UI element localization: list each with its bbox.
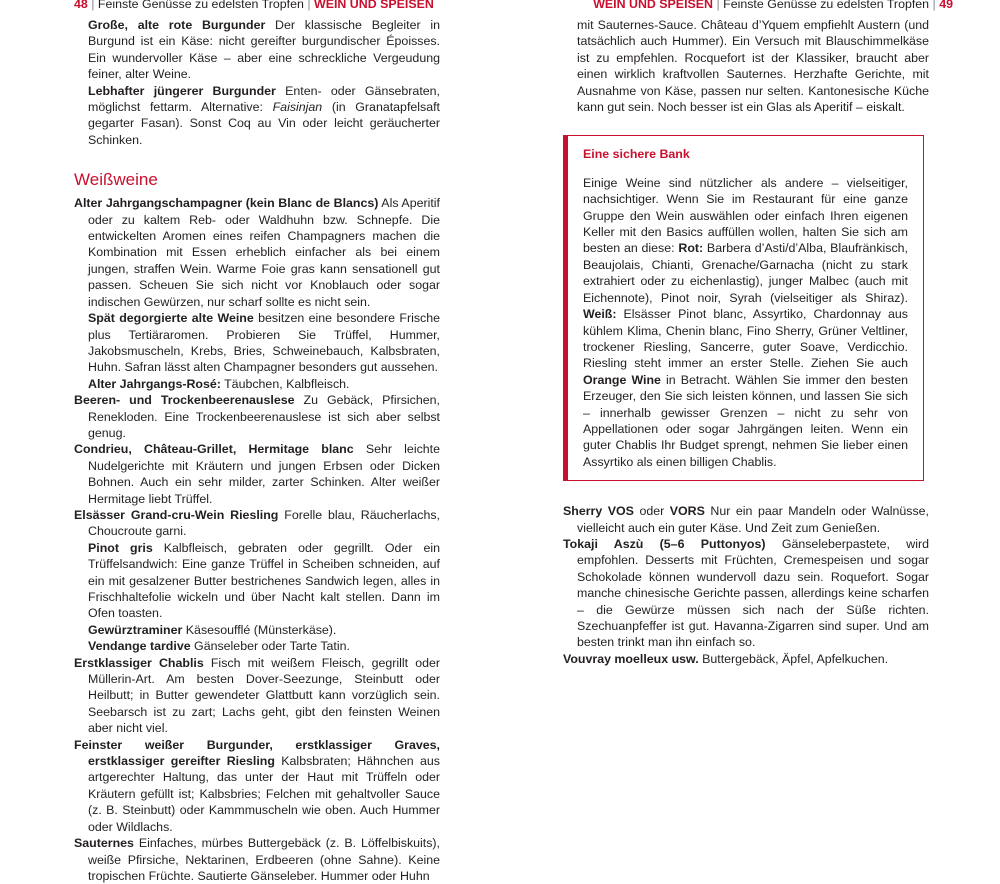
left-running-header: 48 | Feinste Genüsse zu edelsten Tropfen | WEIN UND SPEISEN [74,0,440,13]
sidebar-box-sichere-bank [563,135,924,481]
left-page [74,0,440,884]
entry-condrieu: Condrieu, Château-Grillet, Hermitage blanc Sehr leichte Nudelgerichte mit Kräutern und jungen Erbsen oder Dicken Bohnen. Auch ein sehr milder, zarter Schinken. Alter weißer Hermitage liebt Trüffel. [74,442,440,506]
entry-beerenauslese: Beeren- und Trockenbeerenauslese Zu Gebäck, Pfirsichen, Reneklоden. Eine Trockenbeerenauslese ist sich aber selbst genug. [74,393,440,440]
entry-alter-jahrgangs-rose: Alter Jahrgangs-Rosé: Täubchen, Kalbfleisch. [88,376,350,391]
right-section-title: WEIN UND SPEISEN [593,0,713,11]
entry-lebhafter-juengerer-burgunder: Lebhafter jüngerer Burgunder Enten- oder Gänsebraten, möglichst fettarm. Alternative: Faisinjan (in Granatapfelsaft gegarter Fasan). Sonst Coq au Vin oder leicht geräucherter Schinken. [88,83,441,147]
box-title: Eine sichere Bank [583,147,690,162]
right-page-number: 49 [939,0,953,11]
entry-spaet-degorgierte: Spät degorgierte alte Weine besitzen eine besondere Frische plus Tertiäraromen. Probieren Sie Trüffel, Hummer, Jakobsmuscheln, Krebs, Bries, Schweinebauch, Kalbsbraten, Huhn. Safran lässt alten Champagner besonders gut aussehen. [88,311,440,375]
right-page [563,0,953,667]
section-heading-weissweine: Weißweine [74,170,158,190]
entry-vendange-tardive: Vendange tardive Gänseleber oder Tarte Tatin. [88,639,350,654]
box-text: Einige Weine sind nützlicher als andere – vielseitiger, nachsichtiger. Wenn Sie im Restaurant für eine ganze Gruppe den Wein auswählen oder einfach Ihren eigenen Keller mit den Basics auffüllen wollen, halten Sie sich am besten an diese: Rot: Barbera d’Asti/d’Alba, Blaufränkisch, Beaujolais, Chianti, Grenache/Garnacha (nicht zu stark extrahiert oder zu eichenlastig), junger Malbec (auch mit Eichennote), Pinot noir, Syrah (vielseitiger als Shiraz). Weiß: Elsässer Pinot blanc, Assyrtiko, Chardonnay aus kühlem Klima, Chenin blanc, Fino Sherry, Grüner Veltliner, trockener Riesling, Sancerre, guter Soave, Verdicchio. Riesling steht immer an erster Stelle. Ziehen Sie auch Orange Wine in Betracht. Wählen Sie immer den besten Erzeuger, den Sie sich leisten können, und lassen Sie sich – innerhalb gewisser Grenzen – nicht zu sehr von Appellationen oder sogar Jahrgängen leiten. Wenn ein guter Chablis Ihr Budget sprengt, nehmen Sie lieber einen Assyrtiko als einen billigen Chablis. [583,175,908,469]
entry-erstklassiger-chablis: Erstklassiger Chablis Fisch mit weißem Fleisch, gegrillt oder Müllerin-Art. Am besten Dover-Seezunge, Steinbutt oder Heilbutt; in Butter gewendeter Glattbutt kann vorzüglich sein. Seebarsch ist zu zart; Lachs geht, gibt den feinsten Weinen aber nicht viel. [74,655,441,736]
entry-vouvray-moelleux: Vouvray moelleux usw. Buttergebäck, Äpfel, Apfelkuchen. [563,651,889,666]
entry-sherry-vos: Sherry VOS oder VORS Nur ein paar Mandeln oder Walnüsse, vielleicht auch ein guter Käse. Und Zeit zum Genießen. [563,504,930,535]
entry-grosse-alte-rote-burgunder: Große, alte rote Burgunder Der klassische Begleiter in Burgund ist ein Käse: nicht gereifter burgundischer Époisses. Ein wundervoller Käse – aber eine schreckliche Vergeudung feiner, alter Weine. [88,18,440,82]
left-page-number: 48 [74,0,88,11]
entry-sauternes: Sauternes Einfaches, mürbes Buttergebäck (z. B. Löffelbiskuits), weiße Pfirsiche, Nektarinen, Erdbeeren (ohne Sahne). Keine tropischen Früchte. Sautierte Gänseleber. Hummer oder Huhn [74,836,440,883]
entry-feinster-weisser-burgunder: Feinster weißer Burgunder, erstklassiger Graves, erstklassiger gereifter Riesling Kalbsbraten; Hähnchen aus artgerechter Haltung, das unter der Haut mit Trüffeln oder Kräutern gefüllt ist; Kalbsbries; Felchen mit gehaltvoller Sauce (z. B. Steinbutt) oder Kammmuscheln wie oben. Auch Hummer oder Wildlachs. [74,737,441,834]
right-running-header: WEIN UND SPEISEN | Feinste Genüsse zu edelsten Tropfen | 49 [563,0,953,13]
right-book-title: Feinste Genüsse zu edelsten Tropfen [723,0,930,11]
left-section-title: WEIN UND SPEISEN [314,0,434,11]
entry-tokaji-aszu: Tokaji Aszù (5–6 Puttonyos) Gänseleberpastete, wird empfohlen. Desserts mit Früchten, Cremespeisen und sogar Schokolade können wundervoll dazu sein. Roquefort. Sogar manche chinesische Gerichte passen, allerdings keine scharfen – die Gewürze müssen sich nach der Süße richten. Szechuanpfeffer ist gut. Havanna-Zigarren sind super. Und am besten trinkt man ihn einfach so. [563,536,930,650]
entry-gewuerztraminer: Gewürztraminer Käsesoufflé (Münsterkäse). [88,622,337,637]
entry-elsaesser-riesling: Elsässer Grand-cru-Wein Riesling Forelle blau, Räucherlachs, Choucroute garni. [74,507,440,539]
sauternes-continuation: mit Sauternes-Sauce. Château d’Yquem empfiehlt Austern (und tatsächlich auch Hummer). Ein Versuch mit Blauschimmelkäse ist zu empfehlen. Rocquefort ist der Klassiker, braucht aber einen wirklich kraftvollen Sauternes. Herzhafte Gerichte, mit Ausnahme von Käse, passen nur selten. Kantonesische Küche kann gut sein. Noch besser ist ein Glas als Aperitif – eiskalt. [577,18,929,115]
entry-pinot-gris: Pinot gris Kalbfleisch, gebraten oder gegrillt. Oder ein Trüffelsandwich: Eine ganze Trüffel in Scheiben schneiden, auf ein mit gesalzener Butter bestrichenes Sandwich legen, alles in Frischhaltefolie wickeln und über Nacht kalt stellen. Dann im Ofen toasten. [88,540,440,621]
entry-alter-jahrgangschampagner: Alter Jahrgangschampagner (kein Blanc de Blancs) Als Aperitif oder zu kaltem Reb- oder Waldhuhn bzw. Schnepfe. Die entwickelten Aromen eines reifen Champagners machen die Kombination mit Essen erheblich einfacher als bei einem jungen, straffen Wein. Warme Foie gras kann sensationell gut passen. Scheuen Sie sich nicht vor Knoblauch oder sogar indischen Gewürzen, nur scharf sollte es nicht sein. [74,196,440,309]
left-book-title: Feinste Genüsse zu edelsten Tropfen [97,0,304,11]
